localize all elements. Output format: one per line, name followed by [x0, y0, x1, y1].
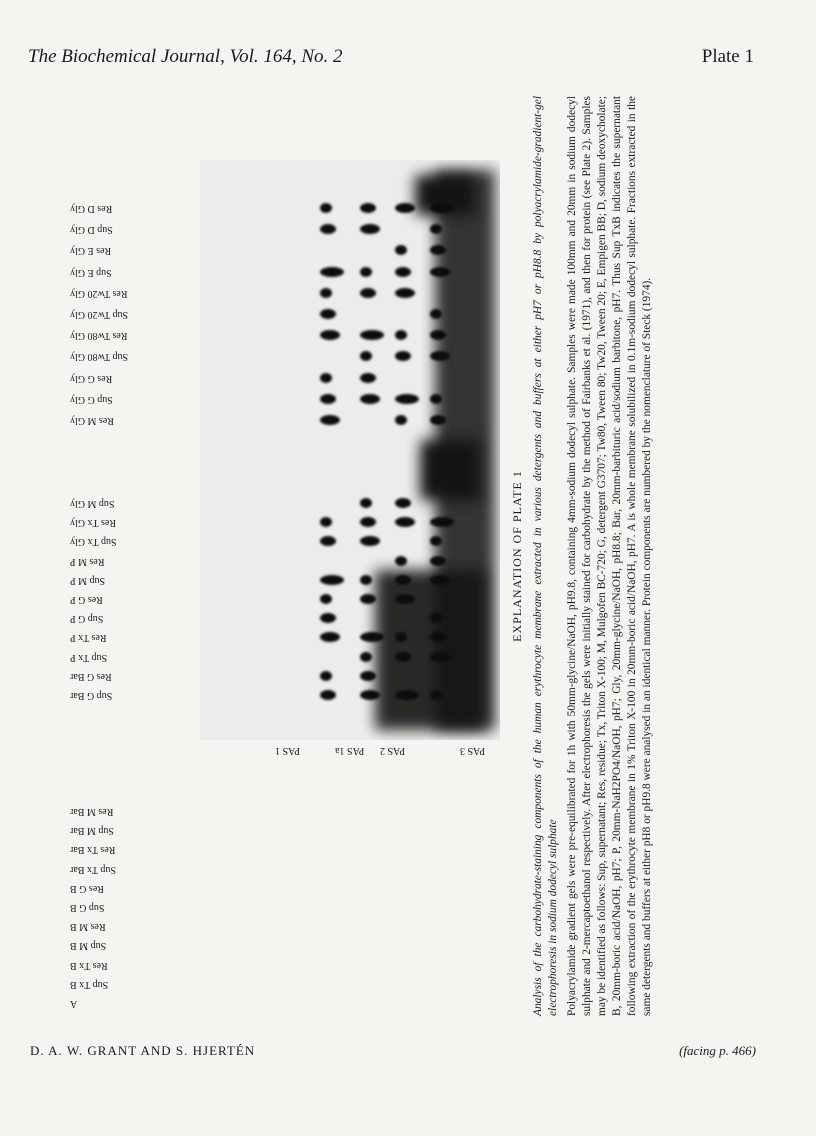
lane-label: Res M P	[70, 555, 105, 567]
caption-title: Analysis of the carbohydrate-staining components of the human erythrocyte membrane extracted in various detergents and buffers at either pH7 or pH8.8 by polyacrylamide-gradient-gel electrophoresis in sodium dodecyl sulphate	[532, 96, 559, 1016]
lane-label: Res Tx B	[70, 959, 108, 971]
gel-band	[430, 575, 450, 585]
lane-label: Res Tx Bar	[70, 844, 116, 856]
lane-label: Sup E Gly	[70, 266, 112, 278]
gel-band	[320, 203, 332, 213]
gel-band	[395, 594, 415, 604]
gel-band	[430, 556, 446, 566]
gel-band	[395, 351, 411, 361]
gel-band	[395, 575, 411, 585]
gel-band	[360, 690, 380, 700]
lane-label: Sup G B	[70, 902, 105, 913]
lane-label: Sup Tx Bar	[70, 863, 116, 875]
gel-band	[360, 575, 372, 585]
journal-header: The Biochemical Journal, Vol. 164, No. 2	[28, 46, 343, 67]
lane-label: Sup D Gly	[70, 224, 113, 236]
gel-band	[320, 575, 344, 585]
gel-band	[360, 224, 380, 234]
gel-band	[395, 556, 407, 566]
gel-band	[320, 330, 340, 340]
gel-band	[395, 203, 415, 213]
gel-band	[320, 690, 336, 700]
gel-band	[360, 288, 376, 298]
gel-smear-mid	[420, 440, 480, 500]
journal-volume: Vol. 164	[229, 46, 292, 67]
gel-band	[395, 394, 419, 404]
gel-band	[360, 536, 380, 546]
gel-band	[395, 245, 407, 255]
gel-band	[395, 652, 411, 662]
gel-band	[320, 267, 344, 277]
gel-band	[320, 594, 332, 604]
gel-band	[360, 594, 376, 604]
lane-label: A	[70, 998, 78, 1009]
gel-band	[360, 351, 372, 361]
pas-marker: PAS 1	[275, 745, 300, 756]
gel-band	[320, 613, 336, 623]
gel-band	[320, 373, 332, 383]
gel-band	[430, 309, 442, 319]
lane-label: Res Tx P	[70, 632, 107, 644]
lane-label: Res M Bar	[70, 806, 114, 817]
lane-label: Res G Bar	[70, 670, 112, 682]
lane-label: Sup M Gly	[70, 498, 115, 509]
lane-label: Sup Tx Gly	[70, 536, 117, 548]
gel-band	[360, 498, 372, 508]
pas-marker: PAS 2	[380, 745, 405, 756]
lane-label: Res G B	[70, 882, 104, 894]
gel-band	[320, 536, 336, 546]
lane-label: Res Tx Gly	[70, 517, 116, 529]
journal-name: The Biochemical Journal	[28, 46, 221, 67]
lane-label: Sup Tx B	[70, 978, 109, 990]
pas-marker: PAS 1a	[335, 745, 365, 756]
gel-band	[395, 330, 407, 340]
gel-band	[320, 288, 332, 298]
gel-band	[430, 203, 454, 213]
gel-band	[395, 690, 419, 700]
lane-label: Res M B	[70, 921, 106, 933]
gel-band	[360, 267, 372, 277]
gel-band	[360, 671, 376, 681]
lane-label: Sup Tx P	[70, 651, 108, 663]
gel-band	[360, 330, 384, 340]
lane-label: Res D Gly	[70, 203, 113, 214]
gel-band	[395, 288, 415, 298]
gel-band	[320, 632, 340, 642]
gel-band	[360, 373, 376, 383]
gel-band	[320, 309, 336, 319]
journal-issue: No. 2	[301, 46, 343, 67]
authors: D. A. W. GRANT AND S. HJERTÉN	[30, 1043, 256, 1058]
lane-label: Sup G Bar	[70, 690, 113, 701]
lane-label: Sup G Gly	[70, 393, 113, 405]
caption-body: Polyacrylamide gradient gels were pre-equilibrated for 1h with 50mm-glycine/NaOH, pH9.8, containing 4mm-sodium dodecyl sulphate. Samples were made 100mm and 20mm in sodium dodecyl sulphate and 2-mercaptoethanol respectively. After electrophoresis the gels were initially stained for carbohydrate by the method of Fairbanks et al. (1971), and then for protein (see Plate 2). Samples may be identified as follows: Sup, supernatant; Res, residue; Tx, Triton X-100; M, Mulgofen BC-720; G, detergent G3707; Tw80, Tween 80; Tw20, Tween 20; E, Empigen BB; D, sodium deoxycholate; B, 20mm-boric acid/NaOH, pH7; P, 20mm-NaH2PO4/NaOH, pH7; Gly, 20mm-glycine/NaOH, pH8.8; Bar, 20mm-barbituric acid/sodium barbitone, pH7. Thus Sup TxB indicates the supernatant following extraction of the erythrocyte membrane in 1% Triton X-100 in 20mm-boric acid/NaOH, pH7. A is whole membrane solubilized in 0.1m-sodium dodecyl sulphate. Fractions extracted in the same detergents and buffers at either pH8 or pH9.8 were analysed in an identical manner. Protein components are numbered by the nomenclature of Steck (1974).	[566, 96, 653, 1016]
gel-band	[360, 652, 372, 662]
gel-band	[320, 517, 332, 527]
lane-label: Sup G P	[70, 613, 104, 625]
gel-band	[430, 652, 450, 662]
gel-band	[395, 517, 415, 527]
facing-page: (facing p. 466)	[679, 1043, 756, 1058]
gel-band	[395, 415, 407, 425]
lane-label: Sup M Bar	[70, 825, 114, 837]
lane-label: Sup Tw80 Gly	[70, 351, 129, 363]
lane-label: Res G P	[70, 594, 103, 605]
lane-label: Res Tw80 Gly	[70, 330, 128, 342]
lane-label: Sup M P	[70, 574, 106, 586]
gel-band	[430, 267, 450, 277]
lane-label: Res Tw20 Gly	[70, 287, 128, 299]
plate-number: Plate 1	[701, 46, 754, 67]
gel-band	[320, 415, 340, 425]
lane-label: Sup M B	[70, 940, 107, 952]
lane-label: Sup Tw20 Gly	[70, 309, 129, 320]
gel-band	[320, 671, 332, 681]
gel-band	[360, 394, 380, 404]
plate-caption	[510, 96, 655, 1016]
caption-heading: EXPLANATION OF PLATE 1	[510, 470, 524, 642]
pas-marker: PAS 3	[460, 745, 485, 756]
gel-photograph	[200, 160, 500, 740]
gel-band	[360, 517, 376, 527]
gel-band	[430, 415, 446, 425]
gel-band	[430, 394, 442, 404]
gel-band	[320, 224, 336, 234]
lane-label: Res G Gly	[70, 372, 113, 384]
lane-label: Res M Gly	[70, 415, 114, 426]
gel-smear-bottom	[375, 570, 485, 730]
gel-band	[395, 498, 411, 508]
gel-band	[360, 203, 376, 213]
gel-band	[320, 394, 336, 404]
gel-band	[430, 690, 442, 700]
lane-label: Res E Gly	[70, 245, 112, 257]
gel-band	[395, 267, 411, 277]
